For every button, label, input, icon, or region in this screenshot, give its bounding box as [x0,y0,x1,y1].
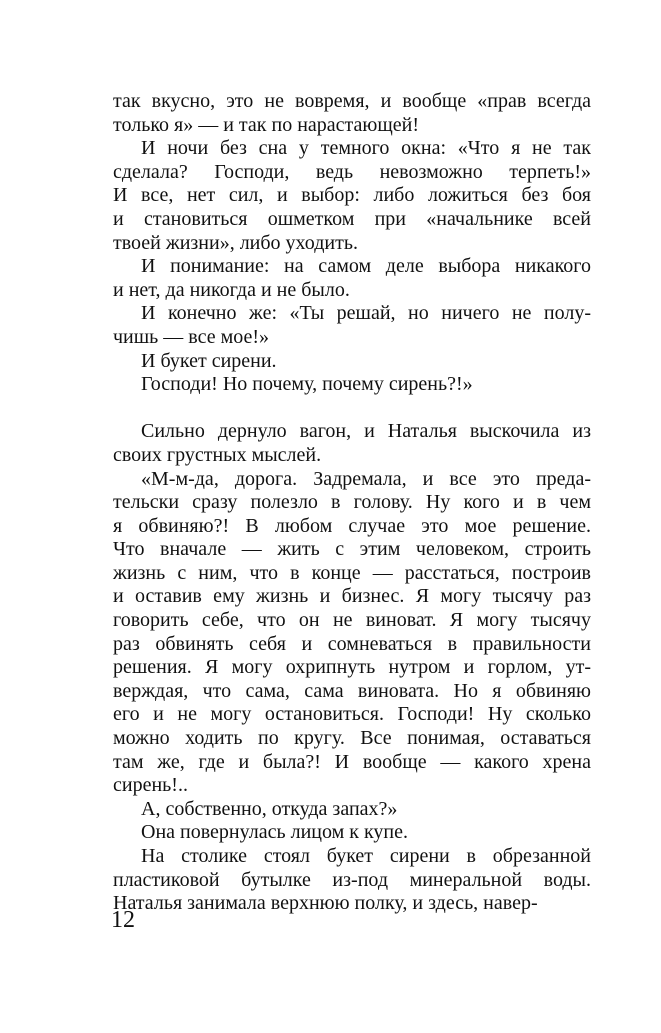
paragraph [113,845,591,916]
text-line: сделала? Господи, ведь невозможно терпеть!» [113,160,591,183]
text-line: пластиковой бутылке из-под минеральной воды. [113,868,591,891]
text-line: И конечно же: «Ты решай, но ничего не полу- [141,302,591,325]
text-line: я обвиняю?! В любом случае это мое решение. [113,514,591,537]
text-line: твоей жизни», либо уходить. [113,231,358,254]
text-line: раз обвинять себя и сомневаться в правильности [113,632,591,655]
section-break [113,397,591,421]
paragraph [113,302,591,349]
paragraph [113,821,591,845]
paragraph [113,798,591,822]
text-line: его и не могу остановиться. Господи! Ну сколько [113,703,591,726]
paragraph [113,137,591,255]
paragraph [113,90,591,137]
text-line: там же, где и была?! И вообще — какого хрена [113,750,591,773]
text-line: сирень!.. [113,774,188,797]
paragraph [113,468,591,798]
paragraph [113,373,591,397]
text-line: говорить себе, что он не виноват. Я могу тысячу [113,609,591,632]
text-line: и нет, да никогда и не было. [113,278,350,301]
text-line: «М-м-да, дорога. Задремала, и все это преда- [141,467,591,490]
text-line: И ночи без сна у темного окна: «Что я не так [141,137,591,160]
text-line: жизнь с ним, что в конце — расстаться, построив [113,561,591,584]
text-line: Что вначале — жить с этим человеком, строить [113,538,591,561]
text-line: и оставив ему жизнь и бизнес. Я могу тысячу раз [113,585,591,608]
body-text [113,90,591,916]
text-line: решения. Я могу охрипнуть нутром и горлом, ут- [113,656,591,679]
text-line: И все, нет сил, и выбор: либо ложиться без боя [113,184,591,207]
text-line: А, собственно, откуда запах?» [141,797,398,820]
text-line: можно ходить по кругу. Все понимая, оставаться [113,727,591,750]
text-line: На столике стоял букет сирени в обрезанной [141,845,591,867]
text-line: и становиться ошметком при «начальнике всей [113,207,591,230]
text-line: Сильно дернуло вагон, и Наталья выскочила из [141,420,591,443]
text-line: тельски сразу полезло в голову. Ну кого и в чем [113,491,591,514]
text-line: И букет сирени. [141,349,277,372]
text-line: верждая, что сама, сама виновата. Но я обвиняю [113,679,591,702]
paragraph [113,420,591,467]
text-line: так вкусно, это не вовремя, и вообще «прав всегда [113,90,591,112]
text-line: своих грустных мыслей. [113,443,322,466]
text-line: И понимание: на самом деле выбора никакого [141,255,591,278]
text-line: Наталья занимала верхнюю полку, и здесь, навер- [113,892,538,915]
text-line: чишь — все мое!» [113,325,270,348]
page-number: 12 [111,907,135,933]
text-line: Она повернулась лицом к купе. [141,821,409,844]
paragraph [113,350,591,374]
paragraph [113,255,591,302]
text-line: Господи! Но почему, почему сирень?!» [141,373,473,396]
text-line: только я» — и так по нарастающей! [113,113,419,136]
